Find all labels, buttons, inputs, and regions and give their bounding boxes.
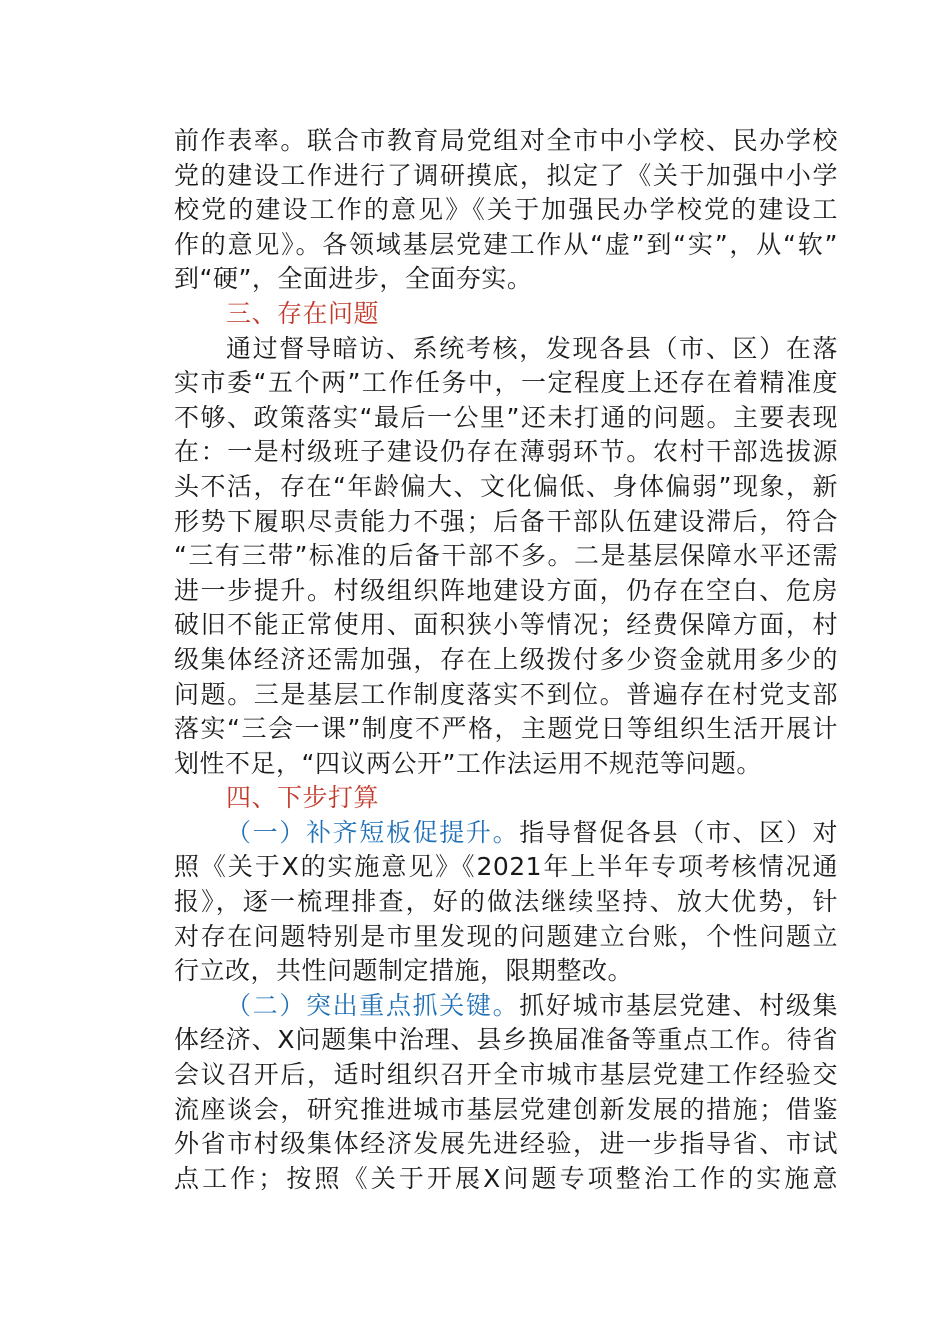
text-line: 落实“三会一课”制度不严格，主题党日等组织生活开展计 bbox=[174, 714, 838, 744]
text-line: 级集体经济还需加强，存在上级拨付多少资金就用多少的 bbox=[174, 644, 838, 674]
text-line: 点工作；按照《关于开展X问题专项整治工作的实施意 bbox=[174, 1163, 838, 1193]
text-line: 会议召开后，适时组织召开全市城市基层党建工作经验交 bbox=[174, 1060, 838, 1090]
text-line: 形势下履职尽责能力不强；后备干部队伍建设滞后，符合 bbox=[174, 506, 838, 536]
item-2-text: 抓好城市基层党建、村级集 bbox=[519, 990, 838, 1020]
text-line: 对存在问题特别是市里发现的问题建立台账，个性问题立 bbox=[174, 921, 838, 951]
paragraph-item-2 bbox=[174, 989, 838, 1197]
text-line bbox=[174, 989, 838, 1024]
text-line: 破旧不能正常使用、面积狭小等情况；经费保障方面，村 bbox=[174, 610, 838, 640]
text-line: 到“硬”，全面进步，全面夯实。 bbox=[174, 264, 533, 294]
text-line: 行立改，共性问题制定措施，限期整改。 bbox=[174, 956, 634, 986]
text-line: 划性不足，“四议两公开”工作法运用不规范等问题。 bbox=[174, 748, 762, 778]
text-line: 前作表率。联合市教育局党组对全市中小学校、民办学校 bbox=[174, 126, 838, 155]
text-line: 在：一是村级班子建设仍存在薄弱环节。农村干部选拔源 bbox=[174, 437, 838, 467]
text-line: 实市委“五个两”工作任务中，一定程度上还存在着精准度 bbox=[174, 368, 838, 398]
text-line: 体经济、X问题集中治理、县乡换届准备等重点工作。待省 bbox=[174, 1025, 838, 1055]
item-1-title: （一）补齐短板促提升。 bbox=[226, 817, 520, 847]
text-line bbox=[174, 816, 838, 851]
text-line: 外省市村级集体经济发展先进经验，进一步指导省、市试 bbox=[174, 1129, 838, 1159]
paragraph-item-1 bbox=[174, 816, 838, 989]
text-line: 党的建设工作进行了调研摸底，拟定了《关于加强中小学 bbox=[174, 160, 838, 190]
document-page bbox=[174, 124, 838, 1196]
text-line: “三有三带”标准的后备干部不多。二是基层保障水平还需 bbox=[174, 541, 838, 571]
text-line: 照《关于X的实施意见》《2021年上半年专项考核情况通 bbox=[174, 852, 838, 882]
item-2-title: （二）突出重点抓关键。 bbox=[226, 990, 520, 1020]
text-line: 问题。三是基层工作制度落实不到位。普遍存在村党支部 bbox=[174, 679, 838, 709]
paragraph-achievements bbox=[174, 124, 838, 297]
item-1-text: 指导督促各县（市、区）对 bbox=[519, 817, 838, 847]
paragraph-problems bbox=[174, 332, 838, 782]
text-line: 校党的建设工作的意见》《关于加强民办学校党的建设工 bbox=[174, 195, 838, 225]
text-line: 进一步提升。村级组织阵地建设方面，仍存在空白、危房 bbox=[174, 575, 838, 605]
text-line: 头不活，存在“年龄偏大、文化偏低、身体偏弱”现象，新 bbox=[174, 471, 838, 501]
text-line: 作的意见》。各领域基层党建工作从“虚”到“实”，从“软” bbox=[174, 229, 838, 259]
text-line: 通过督导暗访、系统考核，发现各县（市、区）在落 bbox=[226, 333, 838, 363]
text-line: 报》，逐一梳理排查，好的做法继续坚持、放大优势，针 bbox=[174, 887, 838, 917]
section-heading-next-steps: 四、下步打算 bbox=[226, 783, 380, 813]
text-line: 不够、政策落实“最后一公里”还未打通的问题。主要表现 bbox=[174, 402, 838, 432]
section-heading-problems: 三、存在问题 bbox=[226, 298, 380, 328]
text-line: 流座谈会，研究推进城市基层党建创新发展的措施；借鉴 bbox=[174, 1094, 838, 1124]
